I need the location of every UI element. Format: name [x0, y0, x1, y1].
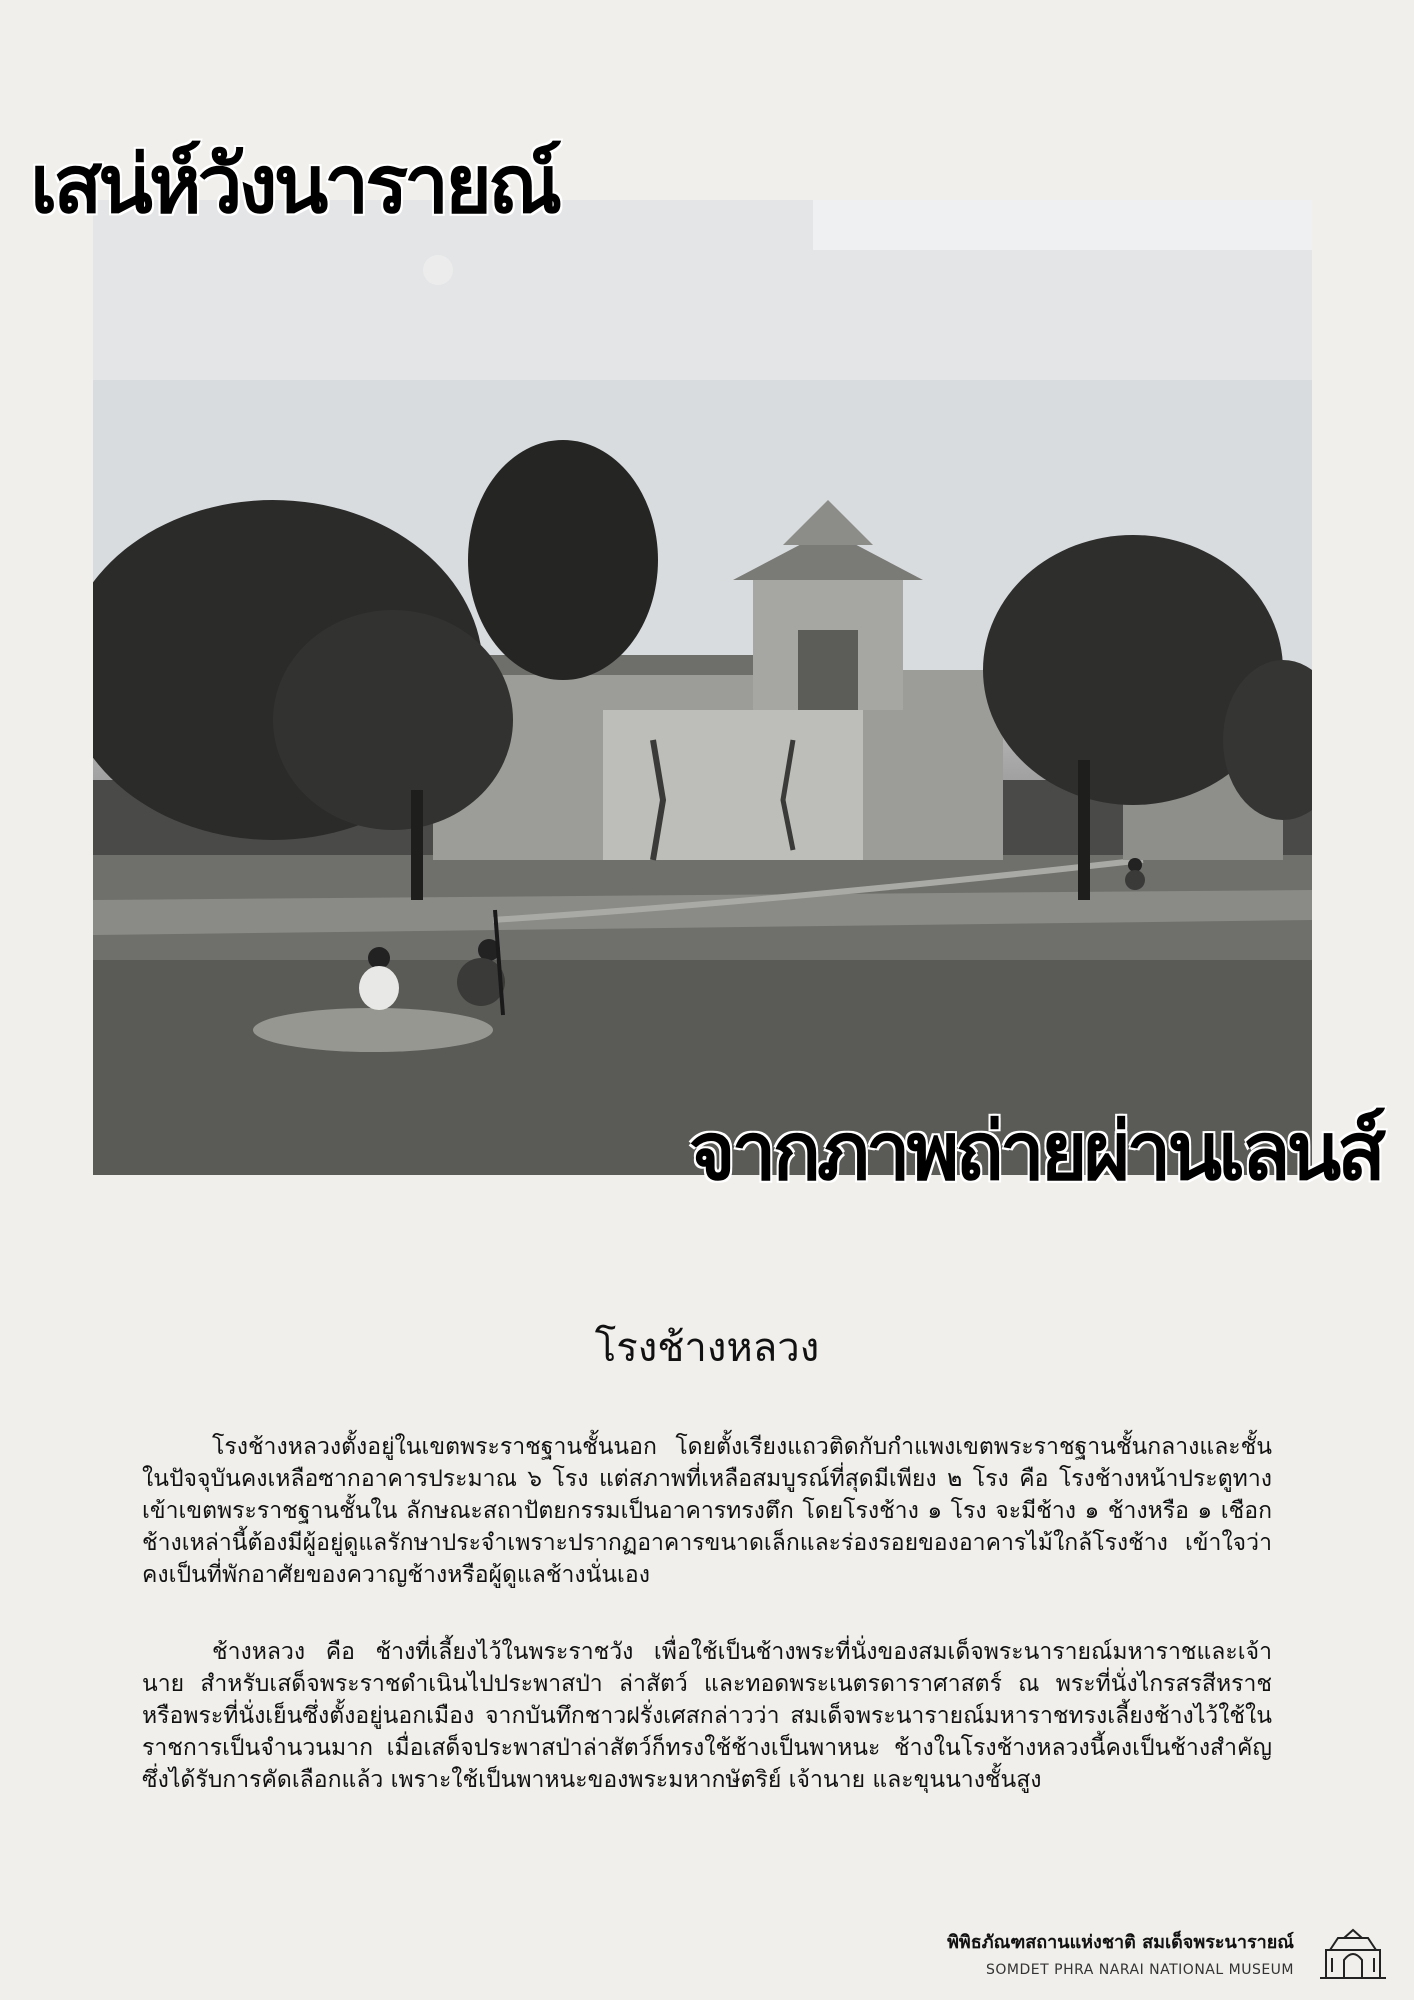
- museum-gate-logo-icon: [1316, 1928, 1390, 1980]
- page-title: เสน่ห์วังนารายณ์: [30, 138, 559, 231]
- historic-photograph: [93, 200, 1312, 1175]
- page-tagline: จากภาพถ่ายผ่านเลนส์: [688, 1105, 1382, 1198]
- museum-name-english: SOMDET PHRA NARAI NATIONAL MUSEUM: [986, 1961, 1294, 1978]
- museum-name-thai: พิพิธภัณฑสถานแห่งชาติ สมเด็จพระนารายณ์: [947, 1932, 1294, 1953]
- section-heading: โรงช้างหลวง: [594, 1325, 820, 1371]
- body-paragraph-2: ช้างหลวง คือ ช้างที่เลี้ยงไว้ในพระราชวัง เพื่อใช้เป็นช้างพระที่นั่งของสมเด็จพระนารายณ์มหาราชและเจ้านาย สำหรับเสด็จพระราชดำเนินไปประพาสป่า ล่าสัตว์ และทอดพระเนตรดาราศาสตร์ ณ พระที่นั่งไกรสรสีหราช หรือพระที่นั่งเย็นซึ่งตั้งอยู่นอกเมือง จากบันทึกชาวฝรั่งเศสกล่าวว่า สมเด็จพระนารายณ์มหาราชทรงเลี้ยงช้างไว้ใช้ในราชการเป็นจำนวนมาก เมื่อเสด็จประพาสป่าล่าสัตว์ก็ทรงใช้ช้างเป็นพาหนะ ช้างในโรงช้างหลวงนี้คงเป็นช้างสำคัญ ซึ่งได้รับการคัดเลือกแล้ว เพราะใช้เป็นพาหนะของพระมหากษัตริย์ เจ้านาย และขุนนางชั้นสูง: [142, 1639, 1272, 1793]
- museum-credit: [947, 1932, 1294, 1978]
- body-paragraph-1: โรงช้างหลวงตั้งอยู่ในเขตพระราชฐานชั้นนอก โดยตั้งเรียงแถวติดกับกำแพงเขตพระราชฐานชั้นกลางและชั้นในปัจจุบันคงเหลือซากอาคารประมาณ ๖ โรง แต่สภาพที่เหลือสมบูรณ์ที่สุดมีเพียง ๒ โรง คือ โรงช้างหน้าประตูทางเข้าเขตพระราชฐานชั้นใน ลักษณะสถาปัตยกรรมเป็นอาคารทรงตึก โดยโรงช้าง ๑ โรง จะมีช้าง ๑ ช้างหรือ ๑ เชือก ช้างเหล่านี้ต้องมีผู้อยู่ดูแลรักษาประจำเพราะปรากฏอาคารขนาดเล็กและร่องรอยของอาคารไม้ใกล้โรงช้าง เข้าใจว่าคงเป็นที่พักอาศัยของควาญช้างหรือผู้ดูแลช้างนั่นเอง: [142, 1434, 1272, 1588]
